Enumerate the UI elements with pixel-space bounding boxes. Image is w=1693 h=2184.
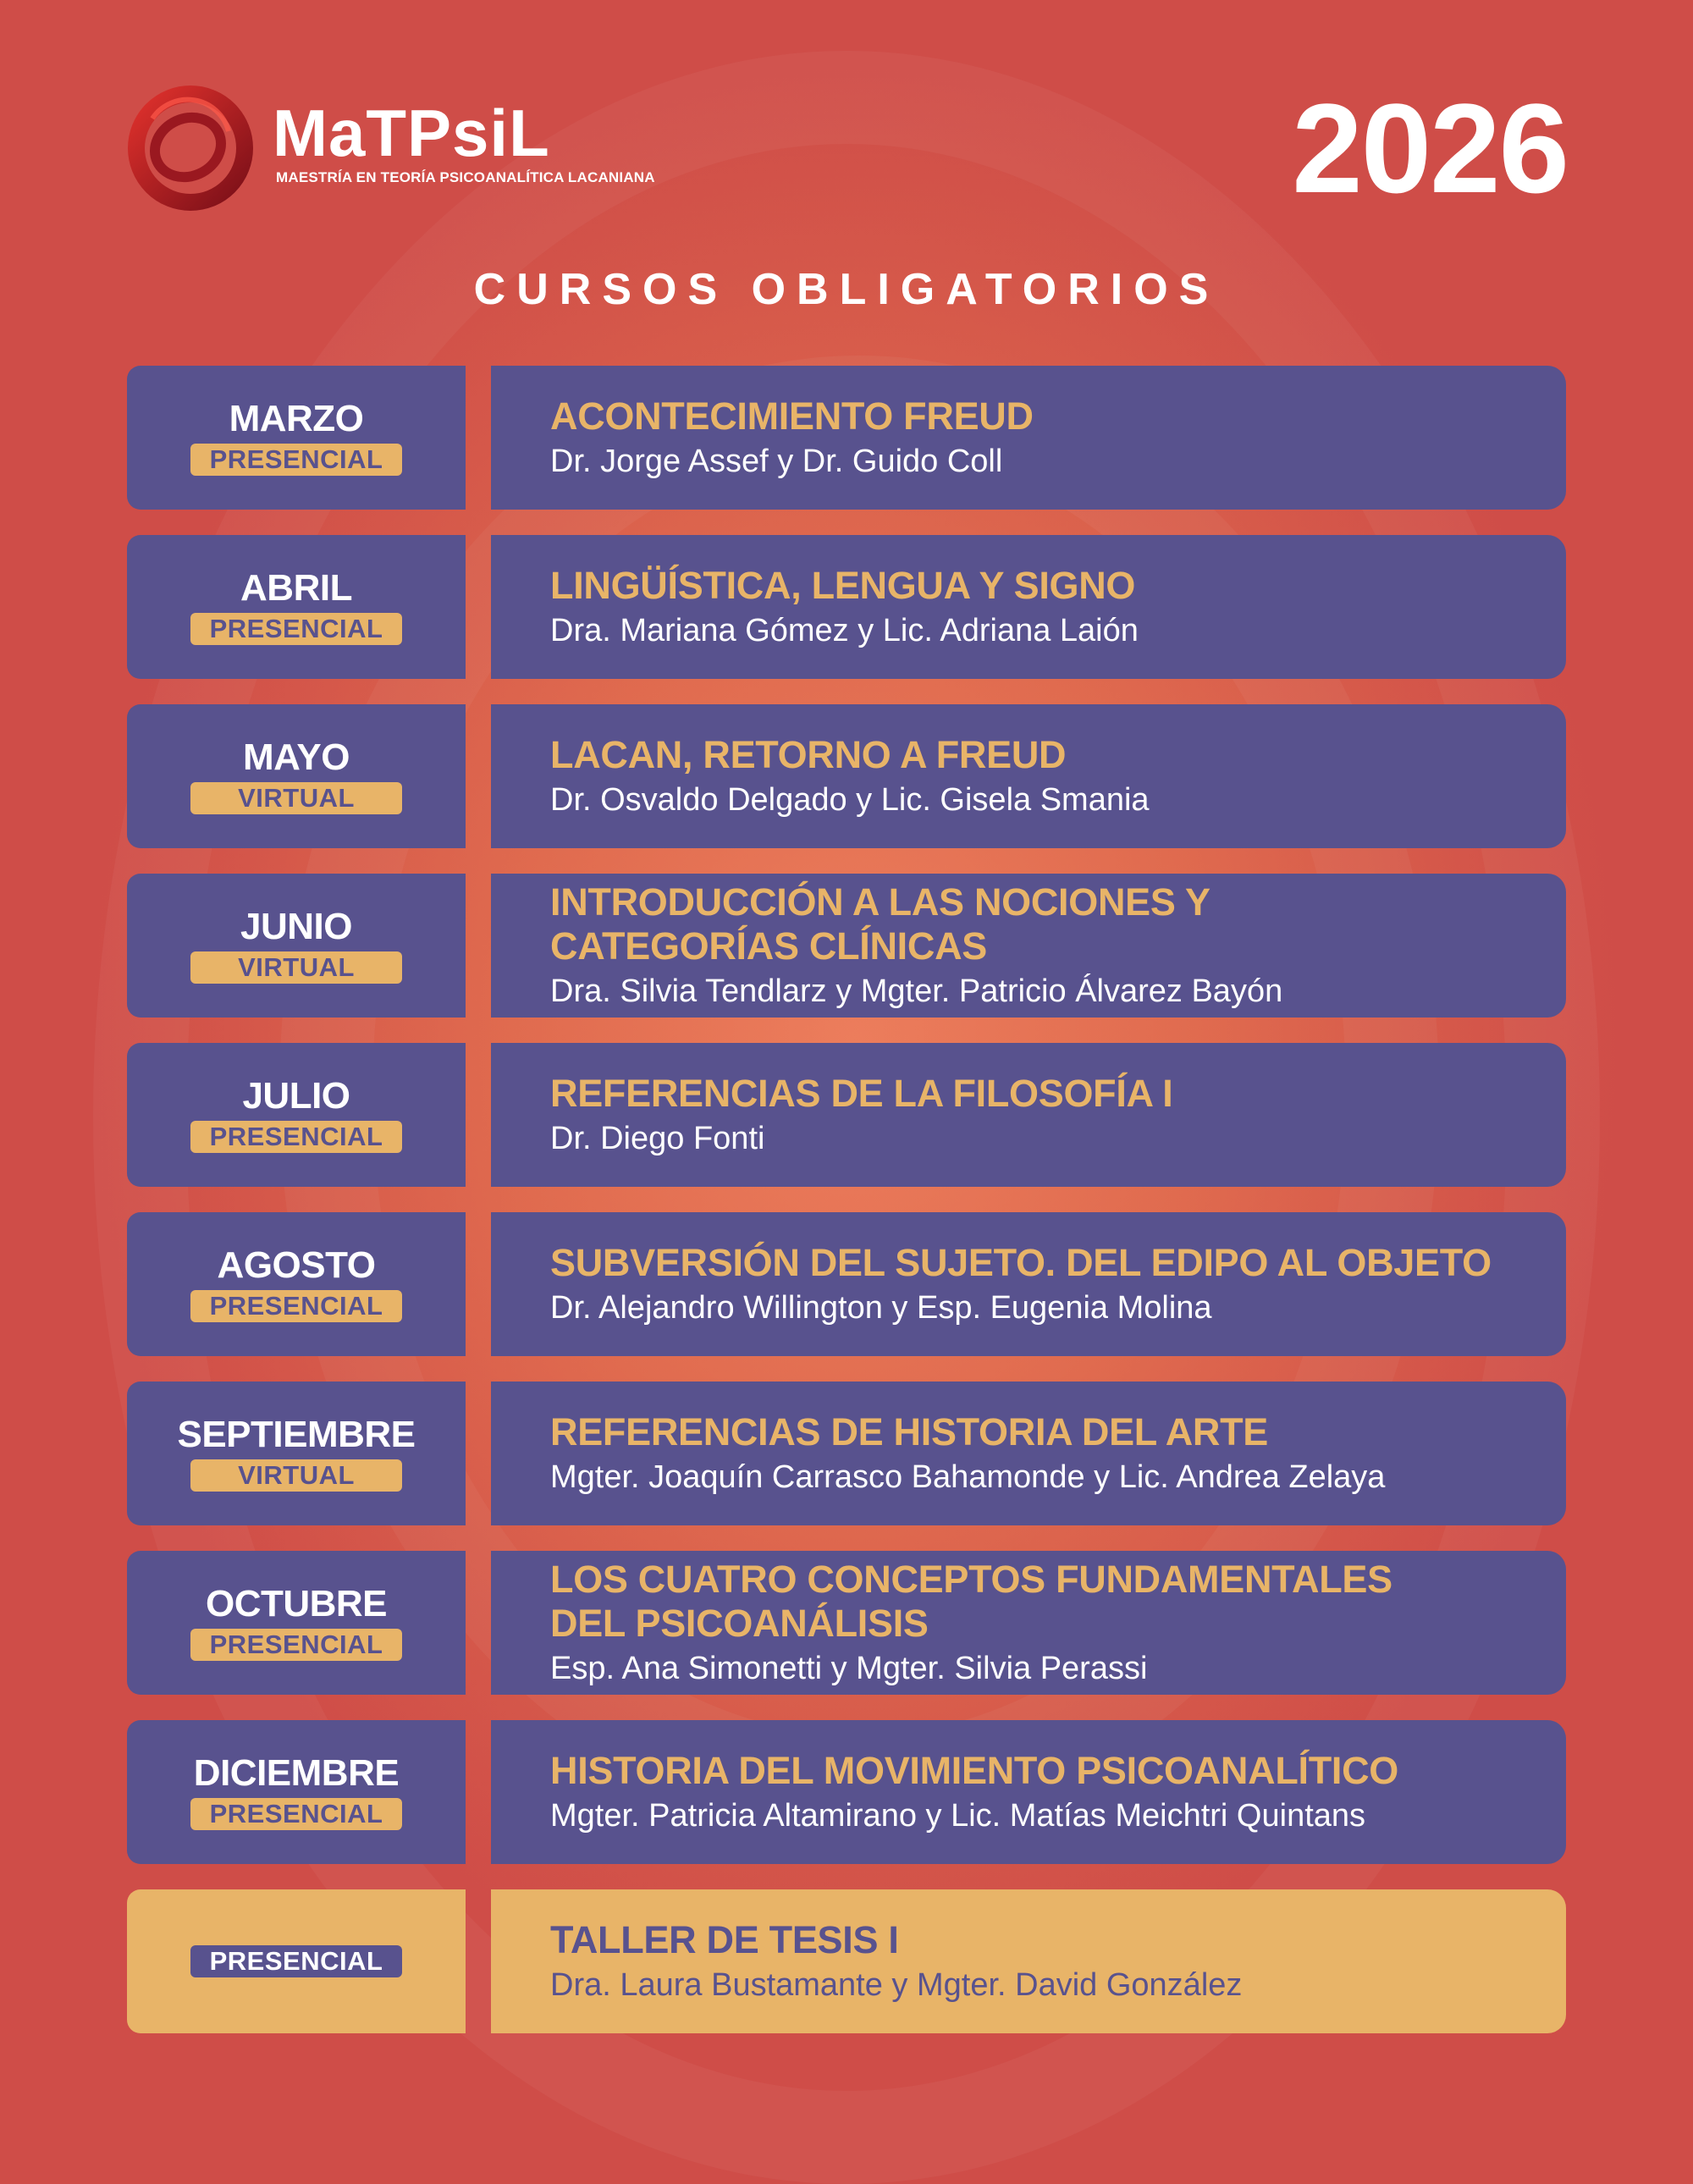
month-cell [127,366,466,510]
mode-badge: PRESENCIAL [190,1629,402,1661]
workshop-teachers: Dra. Laura Bustamante y Mgter. David González [550,1967,1243,2004]
month-cell [127,1382,466,1525]
course-title: REFERENCIAS DE HISTORIA DEL ARTE [550,1410,1268,1454]
workshop-info [491,1889,1566,2033]
section-title: CURSOS OBLIGATORIOS [473,265,1220,314]
mode-badge: VIRTUAL [190,782,402,814]
course-info [491,1382,1566,1525]
month-label: SEPTIEMBRE [177,1413,416,1455]
month-cell [127,1212,466,1356]
course-teachers: Dra. Mariana Gómez y Lic. Adriana Laión [550,613,1139,649]
course-title: LINGÜÍSTICA, LENGUA Y SIGNO [550,564,1136,608]
course-info [491,704,1566,848]
course-row [127,366,1566,510]
brand-subtitle: MAESTRÍA EN TEORÍA PSICOANALÍTICA LACANIANA [276,169,655,185]
course-info [491,1212,1566,1356]
mode-badge: PRESENCIAL [190,444,402,476]
course-row [127,1720,1566,1864]
course-row [127,1382,1566,1525]
course-title: SUBVERSIÓN DEL SUJETO. DEL EDIPO AL OBJETO [550,1241,1492,1285]
workshop-row [127,1889,1566,2033]
month-cell [127,704,466,848]
mode-badge: PRESENCIAL [190,1290,402,1322]
course-info [491,535,1566,679]
course-teachers: Dra. Silvia Tendlarz y Mgter. Patricio Álvarez Bayón [550,973,1283,1009]
course-list [127,366,1566,2033]
month-label: MARZO [229,397,364,439]
course-info [491,1551,1566,1695]
month-label: AGOSTO [217,1244,376,1286]
course-title: HISTORIA DEL MOVIMIENTO PSICOANALÍTICO [550,1749,1399,1793]
year-title: 2026 [1292,77,1568,219]
course-teachers: Dr. Osvaldo Delgado y Lic. Gisela Smania [550,782,1150,819]
course-row [127,1212,1566,1356]
course-teachers: Dr. Alejandro Willington y Esp. Eugenia Molina [550,1290,1212,1326]
course-title-line2: DEL PSICOANÁLISIS [550,1602,929,1646]
mode-badge: VIRTUAL [190,1459,402,1492]
course-row [127,1043,1566,1187]
course-teachers: Dr. Jorge Assef y Dr. Guido Coll [550,444,1003,480]
month-label: DICIEMBRE [193,1751,400,1794]
month-label: ABRIL [240,566,352,609]
month-cell [127,535,466,679]
course-teachers: Mgter. Joaquín Carrasco Bahamonde y Lic. Andrea Zelaya [550,1459,1386,1496]
course-title [550,1558,1566,1646]
month-label: OCTUBRE [205,1582,388,1624]
course-teachers: Dr. Diego Fonti [550,1121,765,1157]
course-info [491,366,1566,510]
course-title: REFERENCIAS DE LA FILOSOFÍA I [550,1072,1173,1116]
month-cell [127,874,466,1018]
course-row [127,874,1566,1018]
course-info [491,1043,1566,1187]
course-title [550,880,1566,968]
month-cell [127,1043,466,1187]
mode-badge: PRESENCIAL [190,613,402,645]
month-label: JULIO [242,1074,350,1117]
course-row [127,535,1566,679]
course-title: LACAN, RETORNO A FREUD [550,733,1067,777]
mode-badge: VIRTUAL [190,951,402,984]
course-title-line2: CATEGORÍAS CLÍNICAS [550,924,987,968]
month-label: JUNIO [240,905,352,947]
workshop-title: TALLER DE TESIS I [550,1918,899,1962]
mode-badge: PRESENCIAL [190,1121,402,1153]
course-title-line1: LOS CUATRO CONCEPTOS FUNDAMENTALES [550,1558,1392,1602]
course-teachers: Esp. Ana Simonetti y Mgter. Silvia Perassi [550,1650,1148,1686]
course-info [491,874,1566,1018]
month-cell [127,1551,466,1695]
course-row [127,704,1566,848]
brand-name: MaTPsiL [273,96,550,170]
month-label: MAYO [243,736,350,778]
matpsil-logo-icon [127,85,254,212]
course-info [491,1720,1566,1864]
month-cell [127,1889,466,2033]
course-title: ACONTECIMIENTO FREUD [550,394,1034,438]
course-title-line1: INTRODUCCIÓN A LAS NOCIONES Y [550,880,1210,924]
mode-badge: PRESENCIAL [190,1945,402,1977]
course-row [127,1551,1566,1695]
course-teachers: Mgter. Patricia Altamirano y Lic. Matías Meichtri Quintans [550,1798,1366,1834]
month-cell [127,1720,466,1864]
mode-badge: PRESENCIAL [190,1798,402,1830]
